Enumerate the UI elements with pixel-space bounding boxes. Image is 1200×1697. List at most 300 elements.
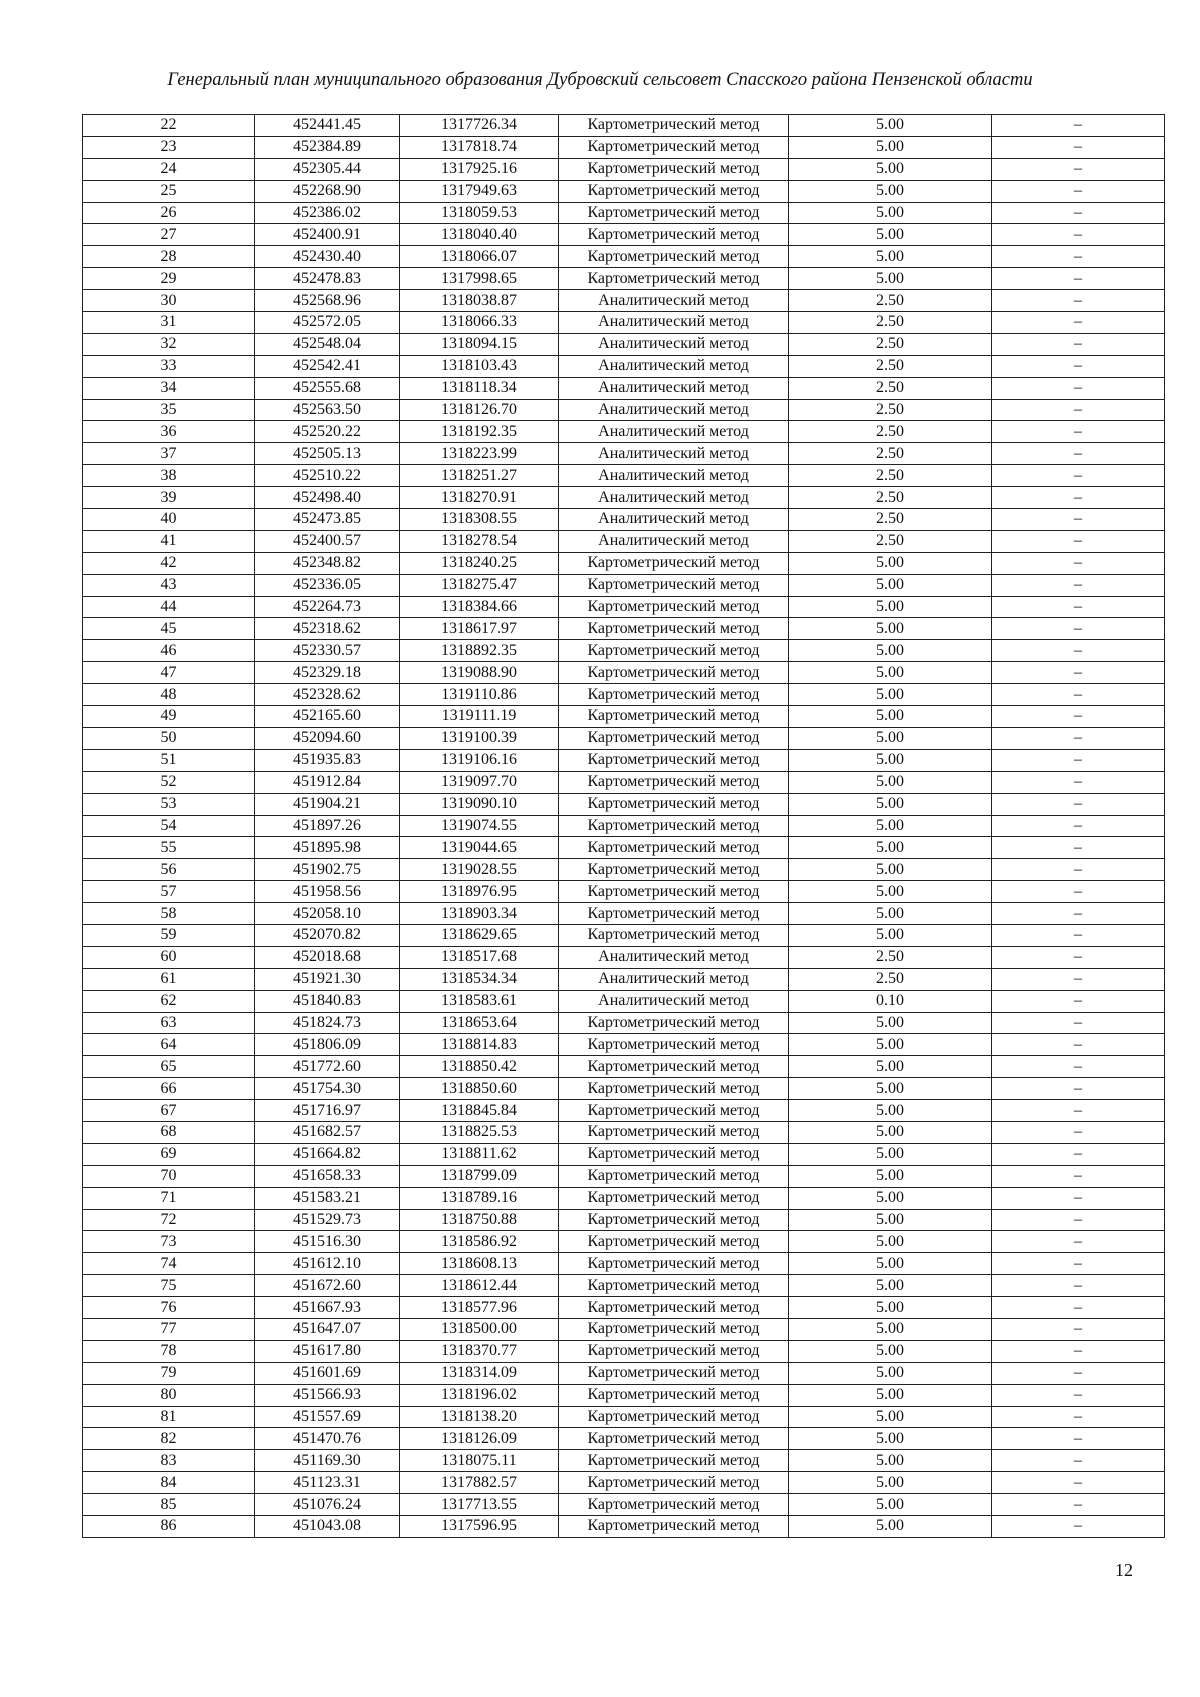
- method-cell: Картометрический метод: [559, 1318, 789, 1340]
- accuracy-cell: 5.00: [789, 684, 992, 706]
- point-number-cell: 29: [83, 268, 255, 290]
- table-row: [83, 924, 1165, 946]
- table-row: [83, 224, 1165, 246]
- accuracy-cell: 5.00: [789, 640, 992, 662]
- accuracy-cell: 2.50: [789, 509, 992, 531]
- method-cell: Картометрический метод: [559, 202, 789, 224]
- point-number-cell: 41: [83, 530, 255, 552]
- point-number-cell: 28: [83, 246, 255, 268]
- note-cell: –: [992, 1472, 1165, 1494]
- accuracy-cell: 2.50: [789, 290, 992, 312]
- note-cell: –: [992, 903, 1165, 925]
- y-coordinate-cell: 1318517.68: [400, 946, 559, 968]
- x-coordinate-cell: 451557.69: [255, 1406, 400, 1428]
- point-number-cell: 72: [83, 1209, 255, 1231]
- note-cell: –: [992, 1187, 1165, 1209]
- method-cell: Аналитический метод: [559, 509, 789, 531]
- x-coordinate-cell: 451840.83: [255, 990, 400, 1012]
- method-cell: Картометрический метод: [559, 1275, 789, 1297]
- method-cell: Картометрический метод: [559, 1034, 789, 1056]
- accuracy-cell: 2.50: [789, 465, 992, 487]
- table-row: [83, 1165, 1165, 1187]
- accuracy-cell: 5.00: [789, 596, 992, 618]
- point-number-cell: 83: [83, 1450, 255, 1472]
- y-coordinate-cell: 1319044.65: [400, 837, 559, 859]
- point-number-cell: 73: [83, 1231, 255, 1253]
- note-cell: –: [992, 1056, 1165, 1078]
- y-coordinate-cell: 1318903.34: [400, 903, 559, 925]
- method-cell: Аналитический метод: [559, 443, 789, 465]
- table-row: [83, 706, 1165, 728]
- method-cell: Аналитический метод: [559, 421, 789, 443]
- y-coordinate-cell: 1318583.61: [400, 990, 559, 1012]
- y-coordinate-cell: 1318126.70: [400, 399, 559, 421]
- method-cell: Картометрический метод: [559, 1012, 789, 1034]
- point-number-cell: 67: [83, 1100, 255, 1122]
- table-row: [83, 793, 1165, 815]
- note-cell: –: [992, 1318, 1165, 1340]
- x-coordinate-cell: 451904.21: [255, 793, 400, 815]
- table-row: [83, 1472, 1165, 1494]
- x-coordinate-cell: 451935.83: [255, 749, 400, 771]
- accuracy-cell: 5.00: [789, 1231, 992, 1253]
- coordinates-table: [82, 114, 1165, 1538]
- note-cell: –: [992, 618, 1165, 640]
- accuracy-cell: 5.00: [789, 180, 992, 202]
- table-row: [83, 333, 1165, 355]
- y-coordinate-cell: 1317925.16: [400, 158, 559, 180]
- note-cell: –: [992, 881, 1165, 903]
- accuracy-cell: 5.00: [789, 749, 992, 771]
- point-number-cell: 79: [83, 1362, 255, 1384]
- x-coordinate-cell: 451902.75: [255, 859, 400, 881]
- method-cell: Картометрический метод: [559, 158, 789, 180]
- note-cell: –: [992, 1165, 1165, 1187]
- x-coordinate-cell: 452548.04: [255, 333, 400, 355]
- table-row: [83, 1494, 1165, 1516]
- point-number-cell: 77: [83, 1318, 255, 1340]
- y-coordinate-cell: 1318653.64: [400, 1012, 559, 1034]
- point-number-cell: 31: [83, 312, 255, 334]
- x-coordinate-cell: 452330.57: [255, 640, 400, 662]
- table-row: [83, 1121, 1165, 1143]
- accuracy-cell: 5.00: [789, 574, 992, 596]
- accuracy-cell: 5.00: [789, 1253, 992, 1275]
- y-coordinate-cell: 1317998.65: [400, 268, 559, 290]
- page-header: Генеральный план муниципального образования Дубровский сельсовет Спасского района Пензенской области: [167, 70, 1033, 90]
- y-coordinate-cell: 1318811.62: [400, 1143, 559, 1165]
- point-number-cell: 43: [83, 574, 255, 596]
- note-cell: –: [992, 487, 1165, 509]
- x-coordinate-cell: 452386.02: [255, 202, 400, 224]
- method-cell: Картометрический метод: [559, 115, 789, 137]
- table-row: [83, 1187, 1165, 1209]
- note-cell: –: [992, 1275, 1165, 1297]
- x-coordinate-cell: 451612.10: [255, 1253, 400, 1275]
- point-number-cell: 58: [83, 903, 255, 925]
- y-coordinate-cell: 1318825.53: [400, 1121, 559, 1143]
- x-coordinate-cell: 451824.73: [255, 1012, 400, 1034]
- point-number-cell: 32: [83, 333, 255, 355]
- accuracy-cell: 5.00: [789, 859, 992, 881]
- y-coordinate-cell: 1318629.65: [400, 924, 559, 946]
- x-coordinate-cell: 452568.96: [255, 290, 400, 312]
- table-row: [83, 399, 1165, 421]
- table-row: [83, 727, 1165, 749]
- method-cell: Картометрический метод: [559, 793, 789, 815]
- table-row: [83, 246, 1165, 268]
- point-number-cell: 69: [83, 1143, 255, 1165]
- accuracy-cell: 5.00: [789, 1428, 992, 1450]
- method-cell: Картометрический метод: [559, 924, 789, 946]
- x-coordinate-cell: 452520.22: [255, 421, 400, 443]
- x-coordinate-cell: 452441.45: [255, 115, 400, 137]
- accuracy-cell: 5.00: [789, 1494, 992, 1516]
- accuracy-cell: 5.00: [789, 1318, 992, 1340]
- table-row: [83, 465, 1165, 487]
- x-coordinate-cell: 452305.44: [255, 158, 400, 180]
- method-cell: Картометрический метод: [559, 1100, 789, 1122]
- point-number-cell: 84: [83, 1472, 255, 1494]
- y-coordinate-cell: 1318251.27: [400, 465, 559, 487]
- method-cell: Аналитический метод: [559, 399, 789, 421]
- note-cell: –: [992, 180, 1165, 202]
- method-cell: Картометрический метод: [559, 1384, 789, 1406]
- note-cell: –: [992, 1253, 1165, 1275]
- accuracy-cell: 5.00: [789, 136, 992, 158]
- table-row: [83, 837, 1165, 859]
- note-cell: –: [992, 136, 1165, 158]
- accuracy-cell: 5.00: [789, 1078, 992, 1100]
- y-coordinate-cell: 1318075.11: [400, 1450, 559, 1472]
- point-number-cell: 36: [83, 421, 255, 443]
- x-coordinate-cell: 452400.91: [255, 224, 400, 246]
- method-cell: Картометрический метод: [559, 1056, 789, 1078]
- y-coordinate-cell: 1319110.86: [400, 684, 559, 706]
- method-cell: Картометрический метод: [559, 136, 789, 158]
- x-coordinate-cell: 452348.82: [255, 552, 400, 574]
- point-number-cell: 33: [83, 355, 255, 377]
- note-cell: –: [992, 246, 1165, 268]
- x-coordinate-cell: 452318.62: [255, 618, 400, 640]
- point-number-cell: 55: [83, 837, 255, 859]
- y-coordinate-cell: 1318608.13: [400, 1253, 559, 1275]
- x-coordinate-cell: 451076.24: [255, 1494, 400, 1516]
- coordinates-table-body: [83, 115, 1165, 1538]
- table-row: [83, 574, 1165, 596]
- table-row: [83, 1143, 1165, 1165]
- method-cell: Картометрический метод: [559, 662, 789, 684]
- point-number-cell: 65: [83, 1056, 255, 1078]
- x-coordinate-cell: 451658.33: [255, 1165, 400, 1187]
- note-cell: –: [992, 1100, 1165, 1122]
- x-coordinate-cell: 451912.84: [255, 771, 400, 793]
- table-row: [83, 268, 1165, 290]
- x-coordinate-cell: 452018.68: [255, 946, 400, 968]
- table-row: [83, 903, 1165, 925]
- x-coordinate-cell: 451169.30: [255, 1450, 400, 1472]
- point-number-cell: 50: [83, 727, 255, 749]
- method-cell: Аналитический метод: [559, 465, 789, 487]
- method-cell: Картометрический метод: [559, 1494, 789, 1516]
- accuracy-cell: 2.50: [789, 946, 992, 968]
- method-cell: Аналитический метод: [559, 312, 789, 334]
- method-cell: Картометрический метод: [559, 1428, 789, 1450]
- point-number-cell: 85: [83, 1494, 255, 1516]
- y-coordinate-cell: 1318066.33: [400, 312, 559, 334]
- y-coordinate-cell: 1319100.39: [400, 727, 559, 749]
- point-number-cell: 47: [83, 662, 255, 684]
- y-coordinate-cell: 1318038.87: [400, 290, 559, 312]
- y-coordinate-cell: 1318750.88: [400, 1209, 559, 1231]
- note-cell: –: [992, 946, 1165, 968]
- table-row: [83, 552, 1165, 574]
- point-number-cell: 70: [83, 1165, 255, 1187]
- y-coordinate-cell: 1318799.09: [400, 1165, 559, 1187]
- y-coordinate-cell: 1318586.92: [400, 1231, 559, 1253]
- x-coordinate-cell: 452094.60: [255, 727, 400, 749]
- y-coordinate-cell: 1318192.35: [400, 421, 559, 443]
- point-number-cell: 68: [83, 1121, 255, 1143]
- table-row: [83, 618, 1165, 640]
- x-coordinate-cell: 452070.82: [255, 924, 400, 946]
- note-cell: –: [992, 1362, 1165, 1384]
- page-number: 12: [1115, 1560, 1133, 1580]
- point-number-cell: 37: [83, 443, 255, 465]
- note-cell: –: [992, 1034, 1165, 1056]
- point-number-cell: 66: [83, 1078, 255, 1100]
- y-coordinate-cell: 1319111.19: [400, 706, 559, 728]
- accuracy-cell: 2.50: [789, 333, 992, 355]
- method-cell: Картометрический метод: [559, 771, 789, 793]
- accuracy-cell: 5.00: [789, 1275, 992, 1297]
- y-coordinate-cell: 1318814.83: [400, 1034, 559, 1056]
- note-cell: –: [992, 1516, 1165, 1538]
- note-cell: –: [992, 684, 1165, 706]
- y-coordinate-cell: 1317818.74: [400, 136, 559, 158]
- note-cell: –: [992, 1494, 1165, 1516]
- table-row: [83, 1209, 1165, 1231]
- x-coordinate-cell: 452555.68: [255, 377, 400, 399]
- point-number-cell: 74: [83, 1253, 255, 1275]
- table-row: [83, 421, 1165, 443]
- point-number-cell: 40: [83, 509, 255, 531]
- y-coordinate-cell: 1318275.47: [400, 574, 559, 596]
- accuracy-cell: 5.00: [789, 1056, 992, 1078]
- table-row: [83, 180, 1165, 202]
- method-cell: Аналитический метод: [559, 990, 789, 1012]
- x-coordinate-cell: 451516.30: [255, 1231, 400, 1253]
- note-cell: –: [992, 312, 1165, 334]
- y-coordinate-cell: 1318094.15: [400, 333, 559, 355]
- table-row: [83, 115, 1165, 137]
- table-row: [83, 1056, 1165, 1078]
- y-coordinate-cell: 1319074.55: [400, 815, 559, 837]
- accuracy-cell: 5.00: [789, 1143, 992, 1165]
- y-coordinate-cell: 1318059.53: [400, 202, 559, 224]
- table-row: [83, 881, 1165, 903]
- y-coordinate-cell: 1318240.25: [400, 552, 559, 574]
- method-cell: Картометрический метод: [559, 815, 789, 837]
- y-coordinate-cell: 1318500.00: [400, 1318, 559, 1340]
- y-coordinate-cell: 1318534.34: [400, 968, 559, 990]
- table-row: [83, 1034, 1165, 1056]
- note-cell: –: [992, 1384, 1165, 1406]
- point-number-cell: 22: [83, 115, 255, 137]
- accuracy-cell: 5.00: [789, 903, 992, 925]
- point-number-cell: 48: [83, 684, 255, 706]
- point-number-cell: 57: [83, 881, 255, 903]
- x-coordinate-cell: 452058.10: [255, 903, 400, 925]
- note-cell: –: [992, 1121, 1165, 1143]
- y-coordinate-cell: 1318308.55: [400, 509, 559, 531]
- method-cell: Картометрический метод: [559, 727, 789, 749]
- x-coordinate-cell: 451617.80: [255, 1340, 400, 1362]
- point-number-cell: 44: [83, 596, 255, 618]
- note-cell: –: [992, 158, 1165, 180]
- table-row: [83, 859, 1165, 881]
- x-coordinate-cell: 452498.40: [255, 487, 400, 509]
- point-number-cell: 49: [83, 706, 255, 728]
- table-row: [83, 596, 1165, 618]
- note-cell: –: [992, 377, 1165, 399]
- accuracy-cell: 5.00: [789, 1450, 992, 1472]
- note-cell: –: [992, 443, 1165, 465]
- accuracy-cell: 5.00: [789, 618, 992, 640]
- y-coordinate-cell: 1318577.96: [400, 1297, 559, 1319]
- point-number-cell: 24: [83, 158, 255, 180]
- accuracy-cell: 5.00: [789, 1187, 992, 1209]
- accuracy-cell: 5.00: [789, 815, 992, 837]
- y-coordinate-cell: 1318103.43: [400, 355, 559, 377]
- accuracy-cell: 5.00: [789, 1472, 992, 1494]
- accuracy-cell: 5.00: [789, 1362, 992, 1384]
- x-coordinate-cell: 452400.57: [255, 530, 400, 552]
- accuracy-cell: 2.50: [789, 487, 992, 509]
- note-cell: –: [992, 662, 1165, 684]
- point-number-cell: 52: [83, 771, 255, 793]
- y-coordinate-cell: 1318278.54: [400, 530, 559, 552]
- accuracy-cell: 5.00: [789, 1297, 992, 1319]
- method-cell: Картометрический метод: [559, 1253, 789, 1275]
- method-cell: Аналитический метод: [559, 377, 789, 399]
- y-coordinate-cell: 1318612.44: [400, 1275, 559, 1297]
- point-number-cell: 71: [83, 1187, 255, 1209]
- point-number-cell: 76: [83, 1297, 255, 1319]
- accuracy-cell: 2.50: [789, 312, 992, 334]
- note-cell: –: [992, 1143, 1165, 1165]
- accuracy-cell: 5.00: [789, 1165, 992, 1187]
- table-row: [83, 443, 1165, 465]
- x-coordinate-cell: 451043.08: [255, 1516, 400, 1538]
- method-cell: Картометрический метод: [559, 1121, 789, 1143]
- note-cell: –: [992, 706, 1165, 728]
- note-cell: –: [992, 924, 1165, 946]
- point-number-cell: 56: [83, 859, 255, 881]
- point-number-cell: 35: [83, 399, 255, 421]
- note-cell: –: [992, 640, 1165, 662]
- table-row: [83, 377, 1165, 399]
- point-number-cell: 46: [83, 640, 255, 662]
- x-coordinate-cell: 451667.93: [255, 1297, 400, 1319]
- table-row: [83, 530, 1165, 552]
- method-cell: Картометрический метод: [559, 1143, 789, 1165]
- y-coordinate-cell: 1318138.20: [400, 1406, 559, 1428]
- point-number-cell: 78: [83, 1340, 255, 1362]
- accuracy-cell: 5.00: [789, 1209, 992, 1231]
- point-number-cell: 53: [83, 793, 255, 815]
- note-cell: –: [992, 399, 1165, 421]
- note-cell: –: [992, 1428, 1165, 1450]
- point-number-cell: 27: [83, 224, 255, 246]
- accuracy-cell: 5.00: [789, 924, 992, 946]
- point-number-cell: 54: [83, 815, 255, 837]
- x-coordinate-cell: 451664.82: [255, 1143, 400, 1165]
- x-coordinate-cell: 451958.56: [255, 881, 400, 903]
- method-cell: Аналитический метод: [559, 946, 789, 968]
- table-row: [83, 1362, 1165, 1384]
- accuracy-cell: 5.00: [789, 706, 992, 728]
- table-row: [83, 990, 1165, 1012]
- accuracy-cell: 5.00: [789, 771, 992, 793]
- point-number-cell: 80: [83, 1384, 255, 1406]
- method-cell: Аналитический метод: [559, 290, 789, 312]
- table-row: [83, 1253, 1165, 1275]
- accuracy-cell: 5.00: [789, 1516, 992, 1538]
- accuracy-cell: 5.00: [789, 837, 992, 859]
- accuracy-cell: 5.00: [789, 1121, 992, 1143]
- method-cell: Картометрический метод: [559, 881, 789, 903]
- accuracy-cell: 5.00: [789, 662, 992, 684]
- note-cell: –: [992, 793, 1165, 815]
- y-coordinate-cell: 1317949.63: [400, 180, 559, 202]
- table-row: [83, 1012, 1165, 1034]
- accuracy-cell: 5.00: [789, 1340, 992, 1362]
- note-cell: –: [992, 727, 1165, 749]
- x-coordinate-cell: 451754.30: [255, 1078, 400, 1100]
- table-row: [83, 1078, 1165, 1100]
- method-cell: Картометрический метод: [559, 1165, 789, 1187]
- accuracy-cell: 5.00: [789, 1034, 992, 1056]
- table-row: [83, 202, 1165, 224]
- x-coordinate-cell: 451566.93: [255, 1384, 400, 1406]
- method-cell: Картометрический метод: [559, 1450, 789, 1472]
- accuracy-cell: 5.00: [789, 727, 992, 749]
- note-cell: –: [992, 968, 1165, 990]
- point-number-cell: 39: [83, 487, 255, 509]
- method-cell: Аналитический метод: [559, 487, 789, 509]
- table-row: [83, 487, 1165, 509]
- accuracy-cell: 5.00: [789, 1406, 992, 1428]
- method-cell: Картометрический метод: [559, 596, 789, 618]
- x-coordinate-cell: 452165.60: [255, 706, 400, 728]
- method-cell: Картометрический метод: [559, 1406, 789, 1428]
- point-number-cell: 23: [83, 136, 255, 158]
- method-cell: Картометрический метод: [559, 1187, 789, 1209]
- x-coordinate-cell: 452384.89: [255, 136, 400, 158]
- point-number-cell: 30: [83, 290, 255, 312]
- y-coordinate-cell: 1318270.91: [400, 487, 559, 509]
- table-row: [83, 1406, 1165, 1428]
- table-row: [83, 1275, 1165, 1297]
- table-row: [83, 684, 1165, 706]
- point-number-cell: 42: [83, 552, 255, 574]
- x-coordinate-cell: 451470.76: [255, 1428, 400, 1450]
- note-cell: –: [992, 202, 1165, 224]
- accuracy-cell: 2.50: [789, 399, 992, 421]
- table-row: [83, 509, 1165, 531]
- note-cell: –: [992, 574, 1165, 596]
